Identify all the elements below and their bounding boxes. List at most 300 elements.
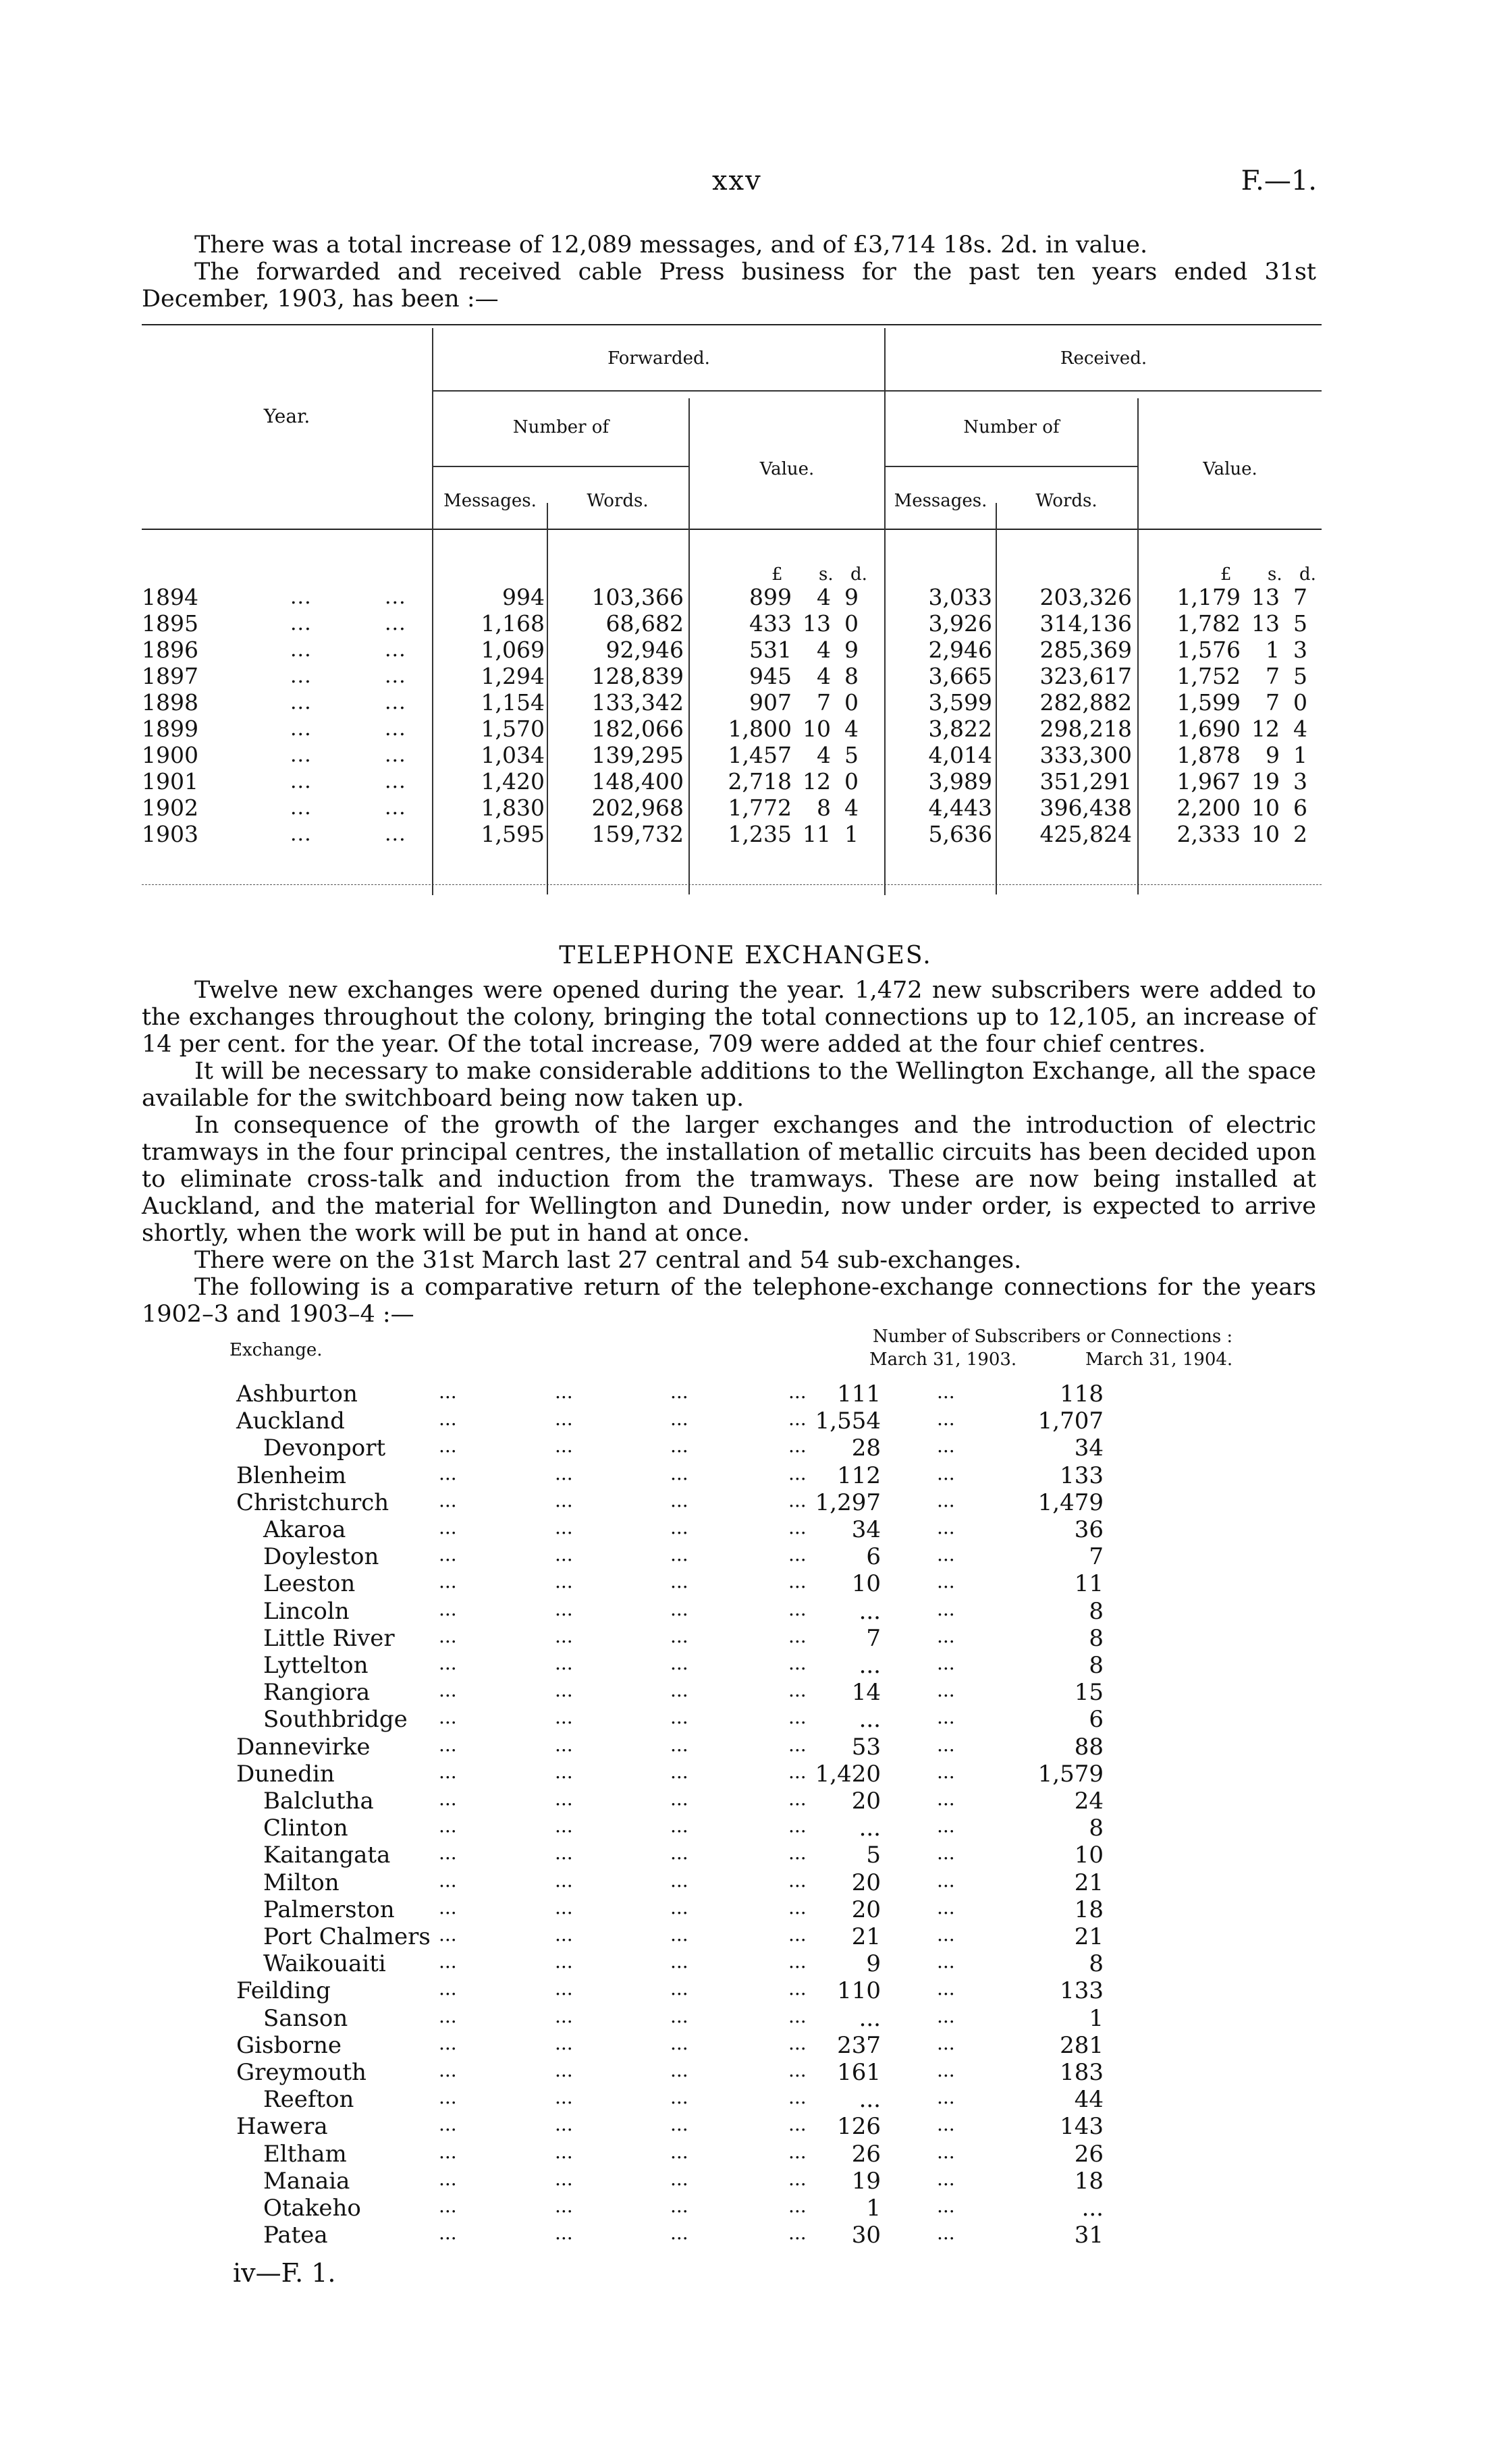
rec-l-cell: 1,782 [1176, 610, 1241, 637]
leader-dots: ... [937, 1381, 955, 1403]
leader-dots: ... [788, 1381, 807, 1403]
year-cell: 1899 [142, 716, 198, 742]
connections-1904: 118 [1060, 1381, 1104, 1408]
leader-dots: ... [290, 717, 312, 741]
connections-1904: 133 [1060, 1462, 1104, 1489]
rec-pounds-unit: £ [1220, 564, 1232, 585]
leader-dots: ... [788, 2140, 807, 2163]
leader-dots: ... [788, 1815, 807, 1838]
divider [547, 503, 548, 894]
list-item [142, 2086, 1322, 2113]
fwd-l-cell: 1,800 [728, 716, 792, 742]
rec-messages-cell: 3,033 [928, 584, 992, 610]
leader-dots: ... [937, 2195, 955, 2217]
exchange-name: Sanson [263, 2004, 348, 2032]
exchange-name: Otakeho [263, 2195, 361, 2222]
leader-dots: ... [670, 2059, 688, 2081]
connections-1903: 30 [851, 2222, 881, 2249]
rec-l-cell: 1,179 [1176, 584, 1241, 610]
leader-dots: ... [670, 1543, 688, 1566]
leader-dots: ... [555, 1815, 573, 1838]
leader-dots: ... [937, 1842, 955, 1865]
rec-messages-cell: 5,636 [928, 821, 992, 847]
leader-dots: ... [670, 1923, 688, 1946]
rec-s-cell: 9 [1266, 742, 1280, 768]
rec-messages-cell: 3,926 [928, 610, 992, 637]
leader-dots: ... [937, 1815, 955, 1838]
leader-dots: ... [788, 1977, 807, 2000]
telephone-paragraph: It will be necessary to make considerable additions to the Wellington Exchange, all the space available for the switchboard being now taken up. [142, 1058, 1316, 1112]
list-item [142, 1761, 1322, 1788]
list-item [142, 1570, 1322, 1597]
leader-dots: ... [670, 2222, 688, 2245]
leader-dots: ... [670, 1435, 688, 1457]
list-item [142, 1788, 1322, 1815]
fwd-d-cell: 1 [844, 821, 859, 847]
connections-1904: 24 [1074, 1788, 1104, 1815]
fwd-pence-unit: d. [850, 564, 867, 585]
leader-dots: ... [439, 1516, 457, 1538]
connections-1903: 28 [851, 1435, 881, 1462]
leader-dots: ... [788, 2086, 807, 2109]
leader-dots: ... [670, 1597, 688, 1620]
rec-words-cell: 298,218 [1039, 716, 1132, 742]
leader-dots: ... [670, 1869, 688, 1892]
list-item [142, 1950, 1322, 1977]
connections-1903: 19 [851, 2167, 881, 2195]
leader-dots: ... [788, 1652, 807, 1674]
connections-1903: 9 [866, 1950, 881, 1978]
rec-l-cell: 2,200 [1176, 795, 1241, 821]
connections-1904: 10 [1074, 1842, 1104, 1869]
exchange-name: Kaitangata [263, 1842, 391, 1869]
exchange-name: Little River [263, 1624, 395, 1652]
leader-dots: ... [385, 717, 406, 741]
leader-dots: ... [788, 2222, 807, 2245]
leader-dots: ... [439, 1950, 457, 1973]
exchange-name: Doyleston [263, 1543, 379, 1571]
leader-dots: ... [439, 1381, 457, 1403]
exchange-name: Christchurch [236, 1489, 389, 1516]
leader-dots: ... [385, 796, 406, 820]
rec-messages-cell: 3,989 [928, 768, 992, 795]
subgroup-rule [886, 466, 1137, 467]
exchange-name: Port Chalmers [263, 1923, 431, 1950]
rec-d-cell: 4 [1293, 716, 1307, 742]
leader-dots: ... [670, 1977, 688, 2000]
fwd-words-cell: 139,295 [591, 742, 684, 768]
rec-words-cell: 425,824 [1039, 821, 1132, 847]
fwd-messages-cell: 1,034 [481, 742, 545, 768]
rec-d-cell: 5 [1293, 663, 1307, 689]
connections-1904: 8 [1089, 1950, 1104, 1978]
leader-dots: ... [290, 743, 312, 767]
leader-dots: ... [937, 1624, 955, 1647]
leader-dots: ... [555, 1652, 573, 1674]
header-bottom-rule [142, 529, 1322, 530]
year-cell: 1900 [142, 742, 198, 768]
fwd-l-cell: 433 [749, 610, 792, 637]
connections-1904: 34 [1074, 1435, 1104, 1462]
connections-1904: 21 [1074, 1869, 1104, 1896]
rec-messages-header: Messages. [894, 491, 987, 511]
leader-dots: ... [385, 822, 406, 846]
leader-dots: ... [385, 664, 406, 688]
fwd-s-cell: 11 [803, 821, 831, 847]
telephone-paragraph: There were on the 31st March last 27 central and 54 sub-exchanges. [194, 1247, 1022, 1274]
leader-dots: ... [555, 1733, 573, 1756]
rec-messages-cell: 3,599 [928, 689, 992, 716]
exchange-name: Lincoln [263, 1597, 350, 1625]
connections-1903: 126 [837, 2113, 881, 2141]
leader-dots: ... [555, 1706, 573, 1729]
connections-1904: 1 [1089, 2004, 1104, 2032]
connections-1904: 8 [1089, 1652, 1104, 1679]
leader-dots: ... [788, 1923, 807, 1946]
rec-shillings-unit: s. [1268, 564, 1282, 585]
leader-dots: ... [670, 1652, 688, 1674]
leader-dots: ... [670, 1842, 688, 1865]
leader-dots: ... [670, 1815, 688, 1838]
leader-dots: ... [670, 1624, 688, 1647]
leader-dots: ... [937, 1435, 955, 1457]
list-item [142, 1923, 1322, 1950]
rec-s-cell: 7 [1266, 663, 1280, 689]
leader-dots: ... [670, 1679, 688, 1702]
list-item [142, 1734, 1322, 1761]
connections-1903: 161 [837, 2059, 881, 2086]
leader-dots: ... [555, 1408, 573, 1430]
year-cell: 1896 [142, 637, 198, 663]
list-item [142, 1842, 1322, 1869]
rec-words-cell: 203,326 [1039, 584, 1132, 610]
connections-1904: 1,579 [1037, 1760, 1104, 1788]
leader-dots: ... [555, 1624, 573, 1647]
rec-d-cell: 6 [1293, 795, 1307, 821]
fwd-d-cell: 0 [844, 768, 859, 795]
leader-dots: ... [937, 1706, 955, 1729]
leader-dots: ... [788, 2167, 807, 2190]
exchange-name: Patea [263, 2222, 328, 2249]
march-1904-header: March 31, 1904. [1085, 1349, 1233, 1370]
table-bottom-rule [142, 884, 1322, 885]
leader-dots: ... [788, 2031, 807, 2054]
fwd-d-cell: 9 [844, 584, 859, 610]
fwd-s-cell: 4 [817, 742, 831, 768]
leader-dots: ... [937, 2140, 955, 2163]
rec-d-cell: 0 [1293, 689, 1307, 716]
leader-dots: ... [937, 2059, 955, 2081]
exchange-name: Rangiora [263, 1679, 371, 1707]
connections-1903: 6 [866, 1543, 881, 1571]
connections-1903: ... [859, 2004, 881, 2032]
fwd-l-cell: 1,457 [728, 742, 792, 768]
exchange-name: Blenheim [236, 1462, 347, 1489]
rec-s-cell: 1 [1266, 637, 1280, 663]
rec-value-header: Value. [1203, 459, 1257, 479]
list-item [142, 1598, 1322, 1625]
exchange-name: Devonport [263, 1435, 386, 1462]
leader-dots: ... [788, 1760, 807, 1783]
leader-dots: ... [788, 1597, 807, 1620]
list-item [142, 1408, 1322, 1435]
rec-words-header: Words. [1035, 491, 1097, 511]
leader-dots: ... [937, 1408, 955, 1430]
connections-1903: 34 [851, 1516, 881, 1543]
leader-dots: ... [788, 1733, 807, 1756]
fwd-words-cell: 133,342 [591, 689, 684, 716]
leader-dots: ... [385, 638, 406, 662]
leader-dots: ... [937, 1950, 955, 1973]
rec-messages-cell: 4,014 [928, 742, 992, 768]
leader-dots: ... [439, 1815, 457, 1838]
telephone-paragraph: Twelve new exchanges were opened during the year. 1,472 new subscribers were added to the exchanges throughout the colony, bringing the total connections up to 12,105, an increase of 14 per cent. for the year. Of the total increase, 709 were added at the four chief centres. [142, 977, 1316, 1058]
leader-dots: ... [290, 638, 312, 662]
leader-dots: ... [439, 2031, 457, 2054]
exchange-name: Leeston [263, 1570, 356, 1598]
year-cell: 1898 [142, 689, 198, 716]
connections-1904: 18 [1074, 2167, 1104, 2195]
list-item [142, 1706, 1322, 1733]
connections-1903: ... [859, 1652, 881, 1679]
leader-dots: ... [385, 691, 406, 714]
leader-dots: ... [439, 1435, 457, 1457]
connections-1904: 8 [1089, 1624, 1104, 1652]
leader-dots: ... [439, 1869, 457, 1892]
leader-dots: ... [555, 1788, 573, 1810]
leader-dots: ... [788, 1869, 807, 1892]
leader-dots: ... [290, 664, 312, 688]
connections-1904: 11 [1074, 1570, 1104, 1598]
leader-dots: ... [788, 1462, 807, 1484]
fwd-d-cell: 8 [844, 663, 859, 689]
leader-dots: ... [290, 612, 312, 635]
leader-dots: ... [385, 770, 406, 793]
leader-dots: ... [937, 2004, 955, 2027]
rec-l-cell: 2,333 [1176, 821, 1241, 847]
leader-dots: ... [937, 1462, 955, 1484]
exchange-name: Greymouth [236, 2059, 367, 2086]
fwd-messages-cell: 1,294 [481, 663, 545, 689]
connections-1904: 36 [1074, 1516, 1104, 1543]
leader-dots: ... [788, 1408, 807, 1430]
exchange-name: Ashburton [236, 1381, 358, 1408]
leader-dots: ... [788, 1435, 807, 1457]
connections-1903: ... [859, 2086, 881, 2114]
fwd-s-cell: 10 [803, 716, 831, 742]
connections-1904: 133 [1060, 1977, 1104, 2005]
leader-dots: ... [937, 1652, 955, 1674]
connections-1904: 8 [1089, 1815, 1104, 1842]
connections-1904: 7 [1089, 1543, 1104, 1571]
leader-dots: ... [555, 1381, 573, 1403]
fwd-words-cell: 159,732 [591, 821, 684, 847]
list-item [142, 1516, 1322, 1543]
rec-l-cell: 1,576 [1176, 637, 1241, 663]
leader-dots: ... [555, 1435, 573, 1457]
leader-dots: ... [670, 2195, 688, 2217]
list-item [142, 1815, 1322, 1842]
year-cell: 1897 [142, 663, 198, 689]
rec-d-cell: 3 [1293, 768, 1307, 795]
connections-1904: 88 [1074, 1733, 1104, 1761]
exchange-name: Lyttelton [263, 1652, 369, 1679]
connections-1903: 20 [851, 1788, 881, 1815]
leader-dots: ... [788, 2004, 807, 2027]
leader-dots: ... [937, 1570, 955, 1593]
connections-1904: 183 [1060, 2059, 1104, 2086]
telephone-paragraph: The following is a comparative return of the telephone-exchange connections for the years 1902–3 and 1903–4 :— [142, 1274, 1316, 1328]
fwd-d-cell: 4 [844, 716, 859, 742]
rec-number-of-header: Number of [963, 417, 1060, 437]
fwd-d-cell: 0 [844, 610, 859, 637]
fwd-l-cell: 531 [749, 637, 792, 663]
rec-s-cell: 12 [1251, 716, 1280, 742]
rec-words-cell: 333,300 [1039, 742, 1132, 768]
exchange-header: Exchange. [229, 1340, 323, 1360]
connections-1903: 111 [837, 1381, 881, 1408]
list-item [142, 1462, 1322, 1489]
fwd-l-cell: 907 [749, 689, 792, 716]
fwd-s-cell: 4 [817, 663, 831, 689]
leader-dots: ... [670, 2086, 688, 2109]
leader-dots: ... [555, 1869, 573, 1892]
leader-dots: ... [439, 1543, 457, 1566]
exchange-name: Waikouaiti [263, 1950, 386, 1978]
exchange-name: Auckland [236, 1408, 345, 1435]
fwd-d-cell: 0 [844, 689, 859, 716]
connections-1904: 6 [1089, 1706, 1104, 1734]
leader-dots: ... [439, 2167, 457, 2190]
exchange-name: Southbridge [263, 1706, 408, 1734]
connections-1904: 18 [1074, 1896, 1104, 1923]
leader-dots: ... [555, 1516, 573, 1538]
running-head [0, 165, 1491, 206]
rec-messages-cell: 3,665 [928, 663, 992, 689]
leader-dots: ... [555, 2195, 573, 2217]
leader-dots: ... [555, 2004, 573, 2027]
rec-words-cell: 323,617 [1039, 663, 1132, 689]
leader-dots: ... [670, 1788, 688, 1810]
leader-dots: ... [788, 1896, 807, 1919]
connections-1904: 31 [1074, 2222, 1104, 2249]
leader-dots: ... [439, 1923, 457, 1946]
leader-dots: ... [788, 1788, 807, 1810]
fwd-messages-cell: 1,830 [481, 795, 545, 821]
connections-1904: 143 [1060, 2113, 1104, 2141]
leader-dots: ... [670, 1408, 688, 1430]
leader-dots: ... [439, 2222, 457, 2245]
rec-words-cell: 285,369 [1039, 637, 1132, 663]
connections-group-header: Number of Subscribers or Connections : [873, 1327, 1233, 1347]
leader-dots: ... [670, 2004, 688, 2027]
list-item [142, 2168, 1322, 2195]
leader-dots: ... [439, 2004, 457, 2027]
connections-1904: 26 [1074, 2140, 1104, 2168]
connections-1904: 15 [1074, 1679, 1104, 1707]
fwd-l-cell: 899 [749, 584, 792, 610]
leader-dots: ... [670, 1381, 688, 1403]
leader-dots: ... [555, 1462, 573, 1484]
fwd-messages-cell: 1,570 [481, 716, 545, 742]
intro-paragraph: There was a total increase of 12,089 messages, and of £3,714 18s. 2d. in value. [194, 232, 1148, 259]
list-item [142, 2195, 1322, 2222]
leader-dots: ... [788, 1516, 807, 1538]
fwd-s-cell: 8 [817, 795, 831, 821]
intro-text [142, 232, 1316, 313]
rec-l-cell: 1,752 [1176, 663, 1241, 689]
rec-words-cell: 396,438 [1039, 795, 1132, 821]
connections-1903: 110 [837, 1977, 881, 2005]
rec-d-cell: 3 [1293, 637, 1307, 663]
exchange-name: Manaia [263, 2167, 350, 2195]
exchange-name: Eltham [263, 2140, 347, 2168]
fwd-l-cell: 1,772 [728, 795, 792, 821]
leader-dots: ... [788, 1489, 807, 1511]
leader-dots: ... [937, 1597, 955, 1620]
leader-dots: ... [788, 1706, 807, 1729]
connections-1903: 14 [851, 1679, 881, 1707]
connections-1904: 1,707 [1037, 1408, 1104, 1435]
connections-1903: 21 [851, 1923, 881, 1950]
leader-dots: ... [439, 1408, 457, 1430]
leader-dots: ... [555, 2113, 573, 2136]
fwd-d-cell: 5 [844, 742, 859, 768]
leader-dots: ... [937, 1543, 955, 1566]
fwd-words-header: Words. [587, 491, 649, 511]
rec-s-cell: 10 [1251, 821, 1280, 847]
leader-dots: ... [439, 1652, 457, 1674]
leader-dots: ... [937, 1679, 955, 1702]
leader-dots: ... [937, 2086, 955, 2109]
divider [432, 328, 433, 895]
fwd-s-cell: 4 [817, 637, 831, 663]
fwd-words-cell: 92,946 [605, 637, 684, 663]
list-item [142, 2222, 1322, 2249]
leader-dots: ... [385, 743, 406, 767]
fwd-s-cell: 7 [817, 689, 831, 716]
march-1903-header: March 31, 1903. [869, 1349, 1017, 1370]
leader-dots: ... [439, 2195, 457, 2217]
leader-dots: ... [937, 1516, 955, 1538]
fwd-messages-cell: 1,154 [481, 689, 545, 716]
section-title: TELEPHONE EXCHANGES. [559, 942, 932, 969]
fwd-messages-cell: 1,595 [481, 821, 545, 847]
leader-dots: ... [937, 1733, 955, 1756]
list-item [142, 2032, 1322, 2059]
leader-dots: ... [788, 1624, 807, 1647]
exchange-name: Reefton [263, 2086, 354, 2114]
leader-dots: ... [937, 1788, 955, 1810]
leader-dots: ... [788, 1842, 807, 1865]
exchange-name: Gisborne [236, 2031, 342, 2059]
list-item [142, 1381, 1322, 1408]
rec-d-cell: 7 [1293, 584, 1307, 610]
connections-1903: ... [859, 1815, 881, 1842]
leader-dots: ... [555, 2031, 573, 2054]
connections-1903: 1,554 [815, 1408, 881, 1435]
connections-1903: 20 [851, 1896, 881, 1923]
list-item [142, 1896, 1322, 1923]
exchange-name: Hawera [236, 2113, 328, 2141]
leader-dots: ... [439, 1788, 457, 1810]
rec-s-cell: 13 [1251, 584, 1280, 610]
intro-paragraph: The forwarded and received cable Press business for the past ten years ended 31st December, 1903, has been :— [142, 259, 1316, 313]
leader-dots: ... [290, 585, 312, 609]
fwd-value-header: Value. [759, 459, 815, 479]
rec-messages-cell: 2,946 [928, 637, 992, 663]
leader-dots: ... [937, 1977, 955, 2000]
